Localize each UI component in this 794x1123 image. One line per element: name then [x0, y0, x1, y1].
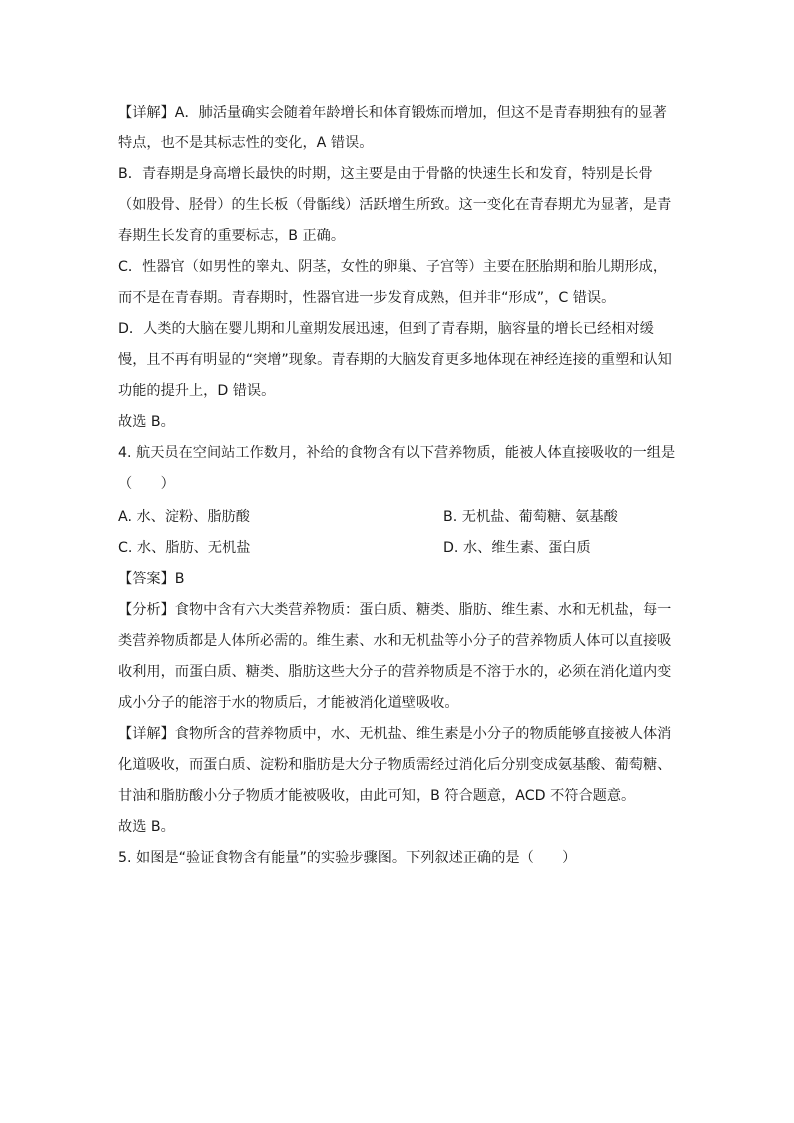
- option-c: C. 水、脂肪、无机盐: [118, 540, 251, 556]
- explain-line-7: 而不是在青春期。青春期时，性器官进一步发育成熟，但并非“形成”，C 错误。: [118, 290, 616, 306]
- explain-line-6: C．性器官（如男性的睾丸、阴茎，女性的卵巢、子宫等）主要在胚胎期和胎儿期形成，: [118, 259, 668, 275]
- detail-line-1: 【详解】食物所含的营养物质中，水、无机盐、维生素是小分子的物质能够直接被人体消: [118, 726, 672, 742]
- analysis-line-2: 类营养物质都是人体所必需的。维生素、水和无机盐等小分子的营养物质人体可以直接吸: [118, 633, 672, 649]
- detail-line-3: 甘油和脂肪酸小分子物质才能被吸收，由此可知，B 符合题意，ACD 不符合题意。: [118, 788, 636, 804]
- explain-line-9: 慢，且不再有明显的“突增”现象。青春期的大脑发育更多地体现在神经连接的重塑和认知: [118, 352, 672, 368]
- option-b: B. 无机盐、葡萄糖、氨基酸: [443, 509, 618, 525]
- answer-choice-4: 故选 B。: [118, 819, 175, 835]
- question-4-bracket: （ ）: [118, 476, 175, 492]
- question-4-stem: 4. 航天员在空间站工作数月，补给的食物含有以下营养物质，能被人体直接吸收的一组是: [118, 445, 676, 461]
- analysis-line-3: 收利用，而蛋白质、糖类、脂肪这些大分子的营养物质是不溶于水的，必须在消化道内变: [118, 664, 672, 680]
- answer-choice-3: 故选 B。: [118, 414, 175, 430]
- explain-line-5: 春期生长发育的重要标志，B 正确。: [118, 228, 346, 244]
- explain-line-8: D．人类的大脑在婴儿期和儿童期发展迅速，但到了青春期，脑容量的增长已经相对缓: [118, 321, 654, 337]
- option-d: D. 水、维生素、蛋白质: [443, 540, 591, 556]
- explain-line-2: 特点，也不是其标志性的变化，A 错误。: [118, 135, 374, 151]
- detail-line-2: 化道吸收，而蛋白质、淀粉和脂肪是大分子物质需经过消化后分别变成氨基酸、葡萄糖、: [118, 757, 672, 773]
- analysis-line-4: 成小分子的能溶于水的物质后，才能被消化道壁吸收。: [118, 695, 459, 711]
- option-a: A. 水、淀粉、脂肪酸: [118, 509, 250, 525]
- explain-line-4: （如股骨、胫骨）的生长板（骨骺线）活跃增生所致。这一变化在青春期尤为显著，是青: [118, 197, 672, 213]
- explain-line-10: 功能的提升上，D 错误。: [118, 383, 276, 399]
- analysis-line-1: 【分析】食物中含有六大类营养物质：蛋白质、糖类、脂肪、维生素、水和无机盐，每一: [118, 602, 672, 618]
- answer-label: 【答案】B: [118, 571, 185, 587]
- explain-line-1: 【详解】A．肺活量确实会随着年龄增长和体育锻炼而增加，但这不是青春期独有的显著: [118, 105, 667, 121]
- explain-line-3: B．青春期是身高增长最快的时期，这主要是由于骨骼的快速生长和发育，特别是长骨: [118, 166, 653, 182]
- question-5-stem: 5. 如图是“验证食物含有能量”的实验步骤图。下列叙述正确的是（ ）: [118, 850, 577, 866]
